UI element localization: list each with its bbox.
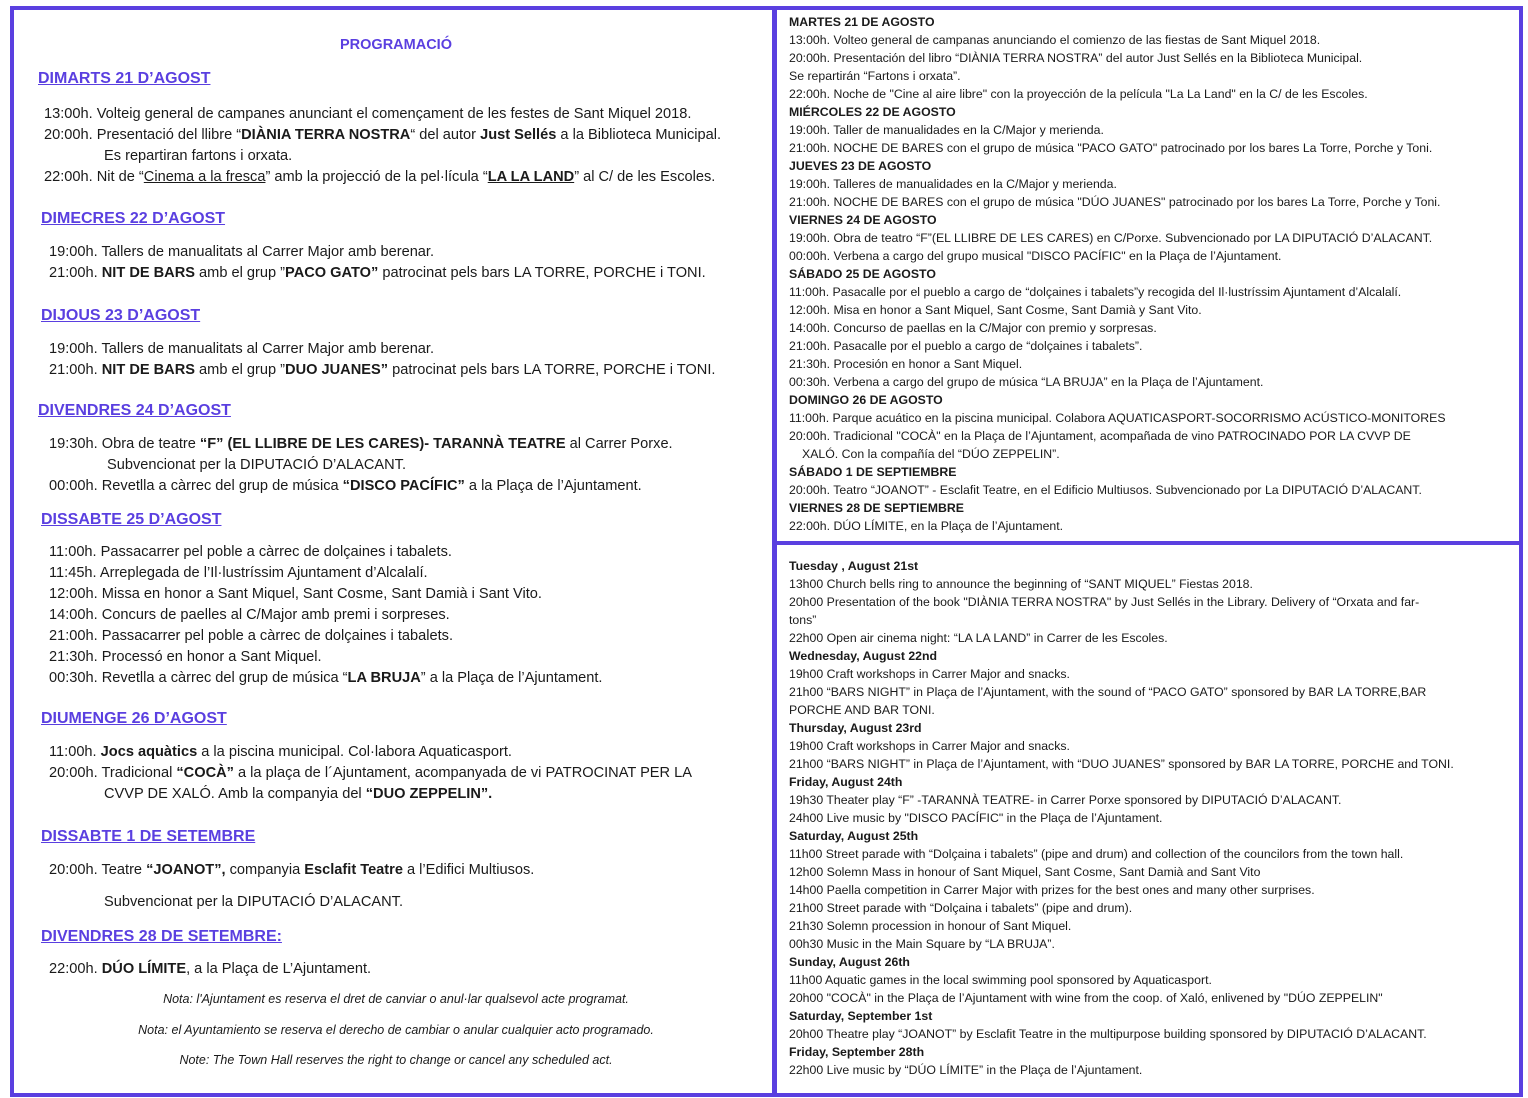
day-heading: VIERNES 28 DE SEPTIEMBRE [789, 501, 964, 515]
event-line: 13:00h. Volteo general de campanas anunciando el comienzo de las fiestas de Sant Miquel 2018. [789, 33, 1321, 47]
day-heading: DIMECRES 22 D’AGOST [41, 210, 226, 227]
event-line: 11:45h. Arreplegada de l’Il·lustríssim Ajuntament d’Alcalalí. [49, 565, 428, 581]
event-line: 11h00 Street parade with “Dolçaina i tabalets” (pipe and drum) and collection of the councilors from the town hall. [789, 847, 1404, 861]
day-heading: Saturday, August 25th [789, 829, 919, 843]
day-heading: Saturday, September 1st [789, 1009, 933, 1023]
day-heading: DIJOUS 23 D’AGOST [41, 307, 201, 324]
event-line: 11h00 Aquatic games in the local swimming pool sponsored by Aquaticasport. [789, 973, 1212, 987]
event-line: 11:00h. Passacarrer pel poble a càrrec de dolçaines i tabalets. [49, 544, 452, 560]
event-line: 20:00h. Teatro “JOANOT” - Esclafit Teatre, en el Edificio Multiusos. Subvencionado por La DIPUTACIÓ D’ALACANT. [789, 483, 1422, 497]
event-line: Subvencionat per la DIPUTACIÓ D’ALACANT. [107, 457, 407, 473]
english-program [789, 557, 1514, 1079]
event-line: 21:00h. Passacarrer pel poble a càrrec de dolçaines i tabalets. [49, 628, 454, 644]
event-line: 21:00h. NIT DE BARS amb el grup ”PACO GATO” patrocinat pels bars LA TORRE, PORCHE i TONI. [49, 265, 706, 281]
day-heading: SÁBADO 1 DE SEPTIEMBRE [789, 465, 957, 479]
event-line: 21h00 “BARS NIGHT” in Plaça de l’Ajuntament, with “DUO JUANES” sponsored by BAR LA TORRE, PORCHE and TONI. [789, 757, 1454, 771]
event-line: 00:30h. Revetlla a càrrec del grup de música “LA BRUJA” a la Plaça de l’Ajuntament. [49, 670, 603, 686]
day-heading: MIÉRCOLES 22 DE AGOSTO [789, 105, 956, 119]
event-line: 21:00h. Pasacalle por el pueblo a cargo de “dolçaines i tabalets”. [789, 339, 1143, 353]
event-line: 22h00 Live music by “DÚO LÍMITE” in the Plaça de l’Ajuntament. [789, 1063, 1143, 1077]
event-line: 22:00h. Noche de "Cine al aire libre" con la proyección de la película "La La Land" en la C/ de les Escoles. [789, 87, 1368, 101]
event-line: 20:00h. Presentación del libro “DIÀNIA TERRA NOSTRA” del autor Just Sellés en la Biblioteca Municipal. [789, 51, 1363, 65]
day-heading: JUEVES 23 DE AGOSTO [789, 159, 932, 173]
event-line: 20:00h. Tradicional "COCÀ" en la Plaça de l’Ajuntament, acompañada de vino PATROCINADO POR LA CVVP DE [789, 429, 1411, 443]
event-line: 22:00h. DÚO LÍMITE, a la Plaça de L’Ajuntament. [49, 961, 372, 977]
event-line: 21h00 “BARS NIGHT” in Plaça de l’Ajuntament, with the sound of “PACO GATO” sponsored by BAR LA TORRE,BAR [789, 685, 1427, 699]
event-line: 12h00 Solemn Mass in honour of Sant Miquel, Sant Cosme, Sant Damià and Sant Vito [789, 865, 1261, 879]
event-line: 19:30h. Obra de teatre “F” (EL LLIBRE DE LES CARES)- TARANNÀ TEATRE al Carrer Porxe. [49, 436, 673, 452]
event-line: 24h00 Live music by "DISCO PACÍFIC" in the Plaça de l’Ajuntament. [789, 811, 1163, 825]
event-line: 22:00h. Nit de “Cinema a la fresca” amb la projecció de la pel·lícula “LA LA LAND” al C/ de les Escoles. [44, 169, 716, 185]
event-line: 19h00 Craft workshops in Carrer Major and snacks. [789, 667, 1070, 681]
day-heading: VIERNES 24 DE AGOSTO [789, 213, 937, 227]
event-line: 21:00h. NIT DE BARS amb el grup ”DUO JUANES” patrocinat pels bars LA TORRE, PORCHE i TONI. [49, 362, 716, 378]
event-line: 11:00h. Pasacalle por el pueblo a cargo de “dolçaines i tabalets”y recogida del Il·lustríssim Ajuntament d’Alcalalí. [789, 285, 1402, 299]
event-line: 19:00h. Tallers de manualitats al Carrer Major amb berenar. [49, 341, 435, 357]
event-line: 13h00 Church bells ring to announce the beginning of “SANT MIQUEL” Fiestas 2018. [789, 577, 1253, 591]
event-line: 14:00h. Concurso de paellas en la C/Major con premio y sorpresas. [789, 321, 1157, 335]
event-line: 20:00h. Tradicional “COCÀ” a la plaça de l´Ajuntament, acompanyada de vi PATROCINAT PER LA [49, 765, 692, 781]
event-line: 11:00h. Jocs aquàtics a la piscina municipal. Col·labora Aquaticasport. [49, 744, 512, 760]
event-line: Subvencionat per la DIPUTACIÓ D’ALACANT. [104, 894, 404, 910]
event-line: 11:00h. Parque acuático en la piscina municipal. Colabora AQUATICASPORT-SOCORRISMO ACÚSTICO-MONITORES [789, 411, 1446, 425]
event-line: 21h30 Solemn procession in honour of Sant Miquel. [789, 919, 1072, 933]
event-line: 20h00 Theatre play “JOANOT” by Esclafit Teatre in the multipurpose building sponsored by DIPUTACIÓ D’ALACANT. [789, 1027, 1427, 1041]
catalan-program [14, 10, 772, 1089]
event-line: 19:00h. Tallers de manualitats al Carrer Major amb berenar. [49, 244, 435, 260]
event-line: 19:00h. Taller de manualidades en la C/Major y merienda. [789, 123, 1104, 137]
event-line: 21h00 Street parade with “Dolçaina i tabalets” (pipe and drum). [789, 901, 1133, 915]
event-line: 12:00h. Missa en honor a Sant Miquel, Sant Cosme, Sant Damià i Sant Vito. [49, 586, 542, 602]
column-divider [772, 6, 777, 1093]
program-title: PROGRAMACIÓ [340, 37, 452, 53]
event-line: 21:00h. NOCHE DE BARES con el grupo de música "DÚO JUANES" patrocinado por los bares La Torre, Porche y Toni. [789, 195, 1441, 209]
event-line: CVVP DE XALÓ. Amb la companyia del “DUO ZEPPELIN”. [104, 786, 493, 802]
day-heading: DIVENDRES 24 D’AGOST [38, 402, 231, 419]
event-line: 20:00h. Presentació del llibre “DIÀNIA TERRA NOSTRA“ del autor Just Sellés a la Biblioteca Municipal. [44, 127, 722, 143]
event-line: 20h00 Presentation of the book "DIÀNIA TERRA NOSTRA" by Just Sellés in the Library. Delivery of “Orxata and far- [789, 595, 1420, 609]
day-heading: Wednesday, August 22nd [789, 649, 938, 663]
day-heading: Sunday, August 26th [789, 955, 910, 969]
day-heading: DIUMENGE 26 D’AGOST [41, 710, 227, 727]
event-line: XALÓ. Con la compañía del “DÚO ZEPPELIN”. [802, 447, 1060, 461]
day-heading: Friday, August 24th [789, 775, 903, 789]
event-line: PORCHE AND BAR TONI. [789, 703, 935, 717]
event-line: 00:00h. Verbena a cargo del grupo musical "DISCO PACÍFIC" en la Plaça de l’Ajuntament. [789, 249, 1282, 263]
event-line: 19h00 Craft workshops in Carrer Major and snacks. [789, 739, 1070, 753]
event-line: 00:30h. Verbena a cargo del grupo de música “LA BRUJA” en la Plaça de l’Ajuntament. [789, 375, 1264, 389]
day-heading: Friday, September 28th [789, 1045, 925, 1059]
day-heading: Thursday, August 23rd [789, 721, 922, 735]
day-heading: DISSABTE 1 DE SETEMBRE [41, 828, 256, 845]
event-line: 19h30 Theater play “F” -TARANNÀ TEATRE- in Carrer Porxe sponsored by DIPUTACIÓ D’ALACANT. [789, 793, 1342, 807]
event-line: 21:30h. Processó en honor a Sant Miquel. [49, 649, 322, 665]
event-line: 20:00h. Teatre “JOANOT”, companyia Esclafit Teatre a l’Edifici Multiusos. [49, 862, 535, 878]
event-line: 14:00h. Concurs de paelles al C/Major amb premi i sorpreses. [49, 607, 450, 623]
event-line: 12:00h. Misa en honor a Sant Miquel, Sant Cosme, Sant Damià y Sant Vito. [789, 303, 1202, 317]
section-divider [777, 541, 1519, 545]
event-line: 00h30 Music in the Main Square by “LA BRUJA”. [789, 937, 1055, 951]
event-line: 19:00h. Talleres de manualidades en la C/Major y merienda. [789, 177, 1117, 191]
footnote: Note: The Town Hall reserves the right to change or cancel any scheduled act. [179, 1053, 613, 1067]
event-line: 21:30h. Procesión en honor a Sant Miquel. [789, 357, 1023, 371]
event-line: 22h00 Open air cinema night: “LA LA LAND” in Carrer de les Escoles. [789, 631, 1168, 645]
event-line: Es repartiran fartons i orxata. [104, 148, 293, 164]
event-line: 00:00h. Revetlla a càrrec del grup de música “DISCO PACÍFIC” a la Plaça de l’Ajuntament. [49, 478, 642, 494]
day-heading: MARTES 21 DE AGOSTO [789, 15, 935, 29]
footnote: Nota: el Ayuntamiento se reserva el derecho de cambiar o anular cualquier acto programado. [138, 1023, 654, 1037]
day-heading: DIVENDRES 28 DE SETEMBRE: [41, 928, 282, 945]
day-heading: DIMARTS 21 D’AGOST [38, 70, 211, 87]
event-line: 20h00 "COCÀ" in the Plaça de l’Ajuntament with wine from the coop. of Xaló, enlivened by "DÚO ZEPPELIN" [789, 991, 1383, 1005]
day-heading: Tuesday , August 21st [789, 559, 919, 573]
spanish-program [789, 13, 1514, 535]
event-line: 13:00h. Volteig general de campanes anunciant el començament de les festes de Sant Miquel 2018. [44, 106, 692, 122]
event-line: 19:00h. Obra de teatro “F”(EL LLIBRE DE LES CARES) en C/Porxe. Subvencionado por LA DIPUTACIÓ D’ALACANT. [789, 231, 1433, 245]
event-line: tons” [789, 613, 817, 627]
event-line: 14h00 Paella competition in Carrer Major with prizes for the best ones and many other surprises. [789, 883, 1315, 897]
event-line: 22:00h. DÚO LÍMITE, en la Plaça de l’Ajuntament. [789, 519, 1064, 533]
event-line: 21:00h. NOCHE DE BARES con el grupo de música "PACO GATO" patrocinado por los bares La Torre, Porche y Toni. [789, 141, 1433, 155]
event-line: Se repartirán “Fartons i orxata”. [789, 69, 961, 83]
day-heading: DOMINGO 26 DE AGOSTO [789, 393, 943, 407]
footnote: Nota: l'Ajuntament es reserva el dret de canviar o anul·lar qualsevol acte programat. [163, 992, 629, 1006]
day-heading: DISSABTE 25 D’AGOST [41, 511, 222, 528]
day-heading: SÁBADO 25 DE AGOSTO [789, 267, 936, 281]
